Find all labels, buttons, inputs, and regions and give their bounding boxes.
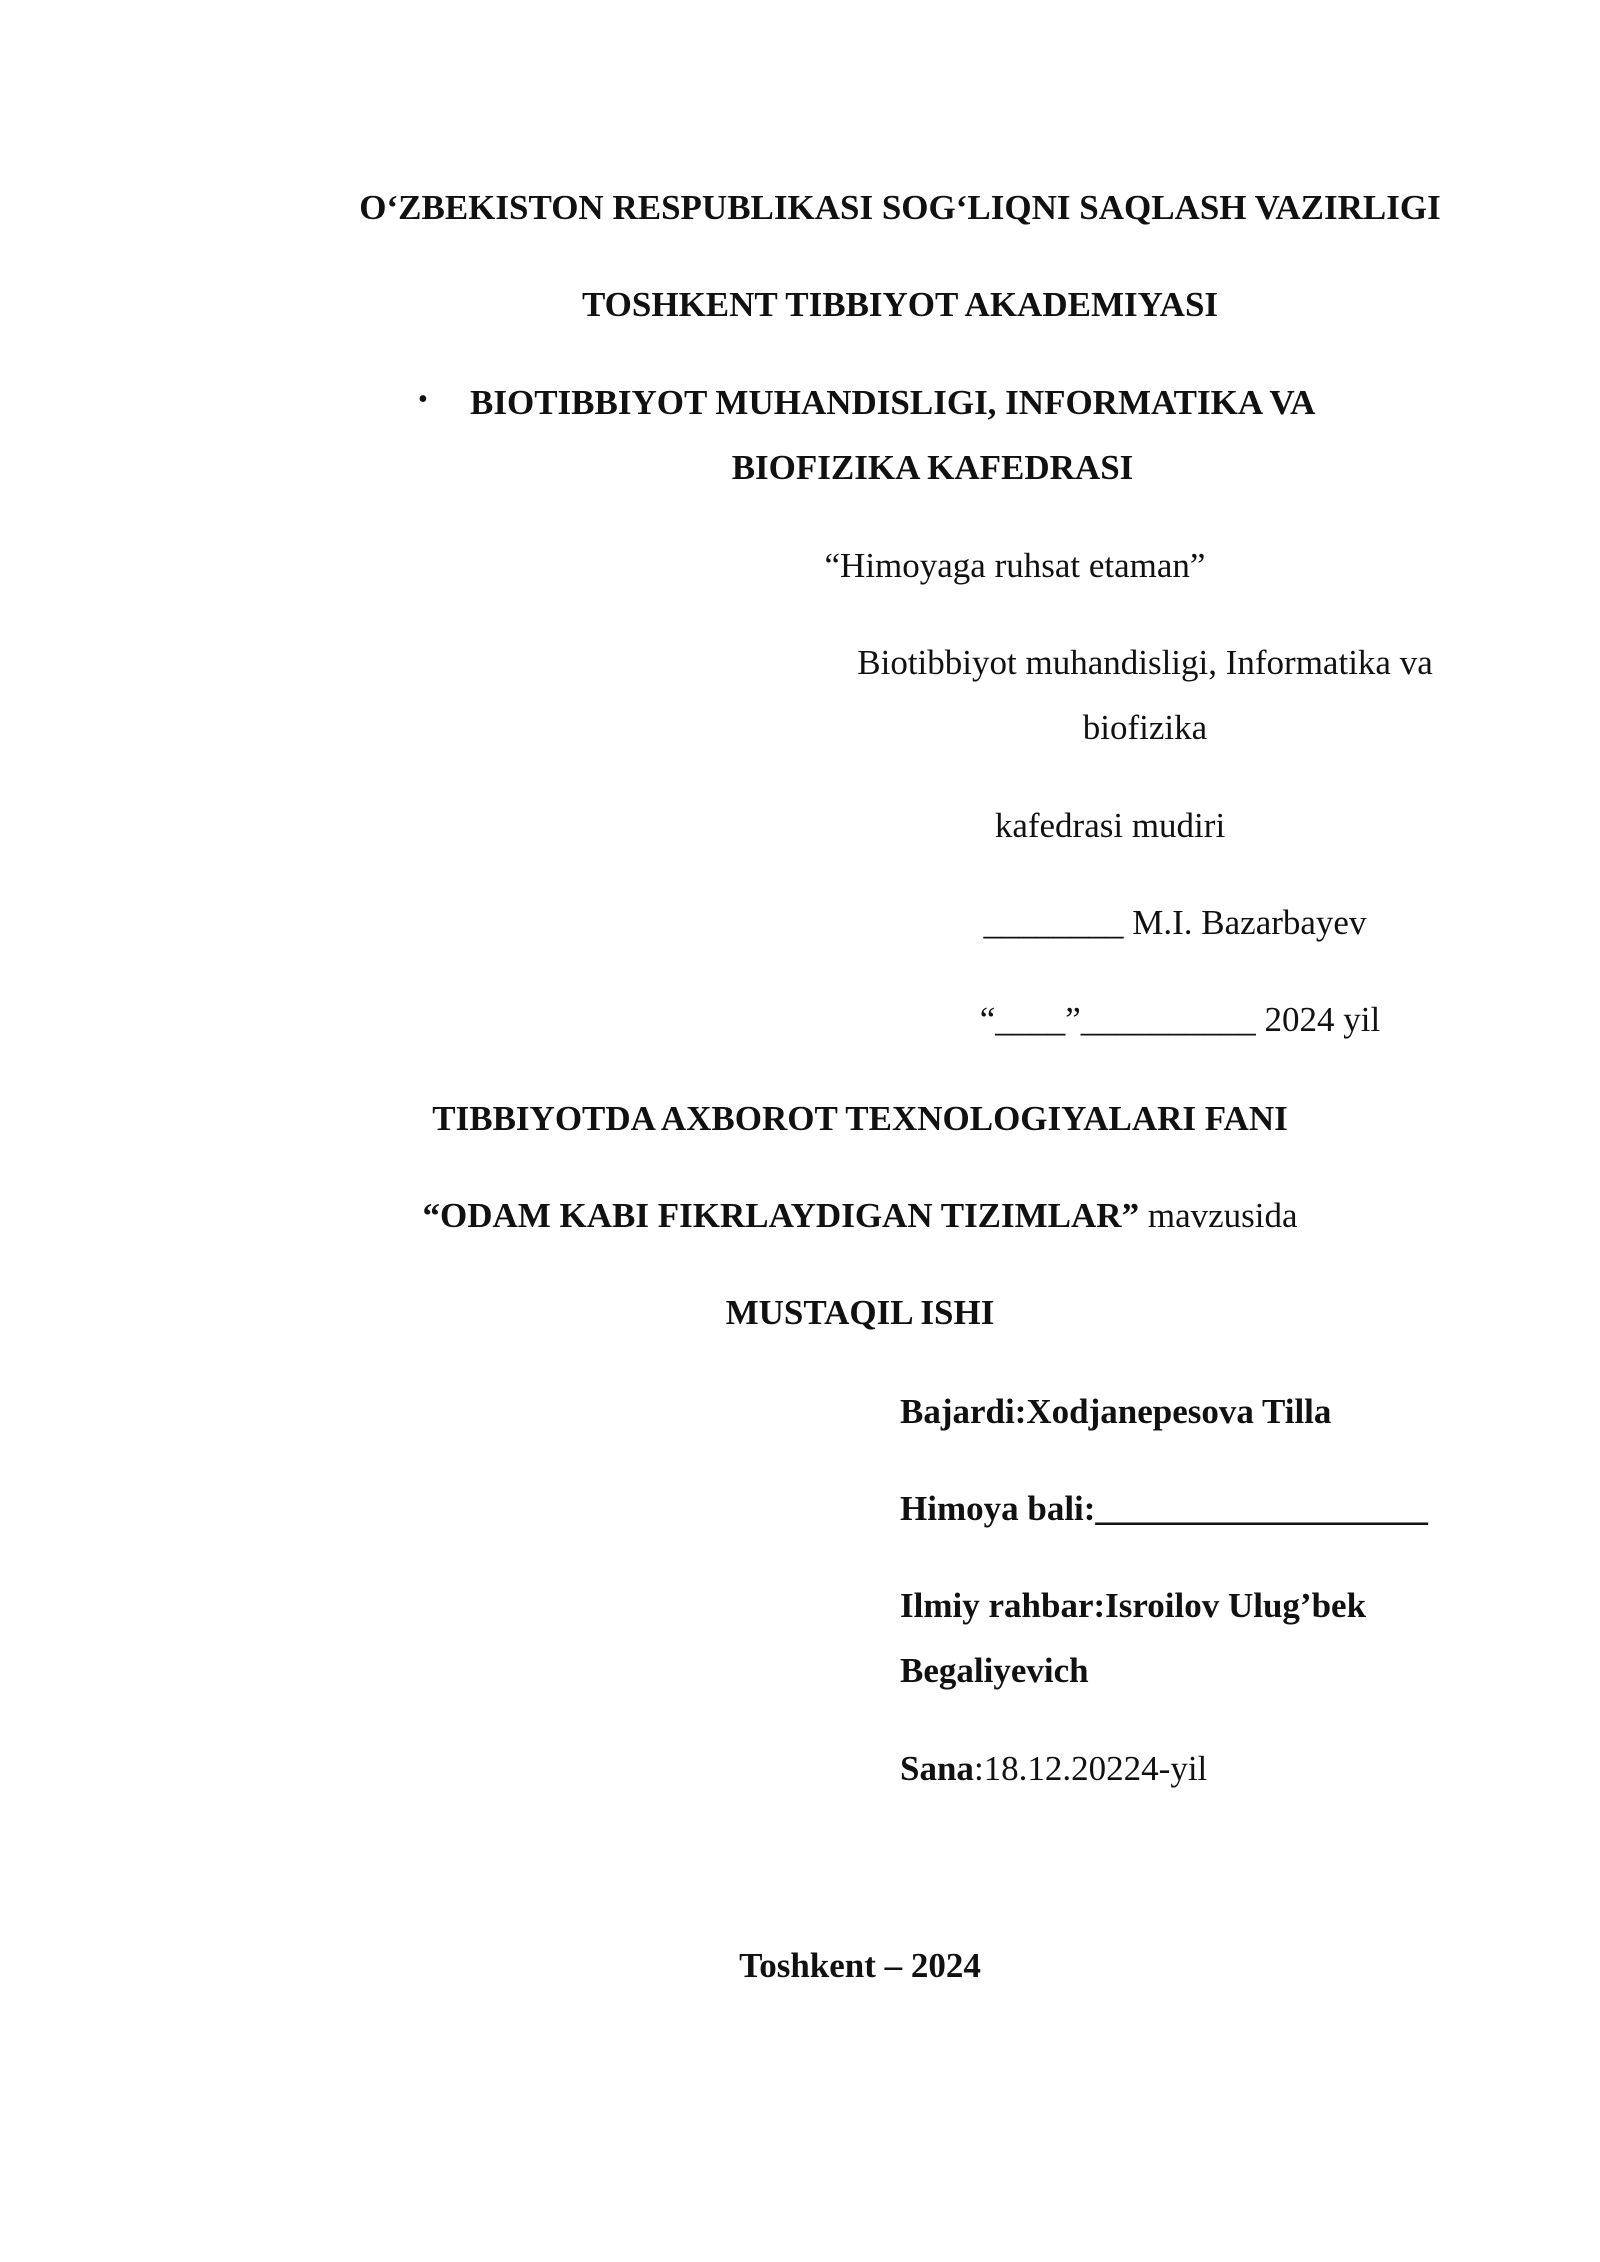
advisor-line1: Ilmiy rahbar:Isroilov Ulug’bek [900,1586,1367,1625]
approval-line1: Biotibbiyot muhandisligi, Informatika va [857,643,1433,682]
ministry-heading: O‘ZBEKISTON RESPUBLIKASI SOG‘LIQNI SAQLASH VAZIRLIGI [359,188,1441,227]
department-heading-line2: BIOFIZIKA KAFEDRASI [731,448,1134,487]
subject-title: TIBBIYOTDA AXBOROT TEXNOLOGIYALARI FANI [432,1099,1288,1138]
date-value: :18.12.20224-yil [973,1749,1208,1788]
date-label: Sana [900,1749,974,1788]
approval-signature: ________ M.I. Bazarbayev [983,903,1367,942]
done-by-line: Bajardi:Xodjanepesova Tilla [900,1392,1332,1431]
topic-name: “ODAM KABI FIKRLAYDIGAN TIZIMLAR” [422,1196,1140,1235]
department-heading-line1: BIOTIBBIYOT MUHANDISLIGI, INFORMATIKA VA [470,383,1316,422]
approval-title: “Himoyaga ruhsat etaman” [824,546,1206,585]
approval-line2: biofizika [1082,708,1208,747]
approval-date: “____”__________ 2024 yil [979,1000,1381,1039]
bullet-icon: • [418,384,428,415]
work-type-title: MUSTAQIL ISHI [725,1293,995,1332]
date-line [900,1751,1207,1786]
advisor-line2: Begaliyevich [900,1651,1089,1690]
academy-heading: TOSHKENT TIBBIYOT AKADEMIYASI [581,285,1219,324]
topic-title [300,1198,1420,1233]
city-year-footer: Toshkent – 2024 [739,1946,981,1985]
topic-suffix: mavzusida [1139,1196,1298,1235]
approval-line3: kafedrasi mudiri [994,806,1226,845]
grade-line: Himoya bali:___________________ [900,1489,1428,1528]
